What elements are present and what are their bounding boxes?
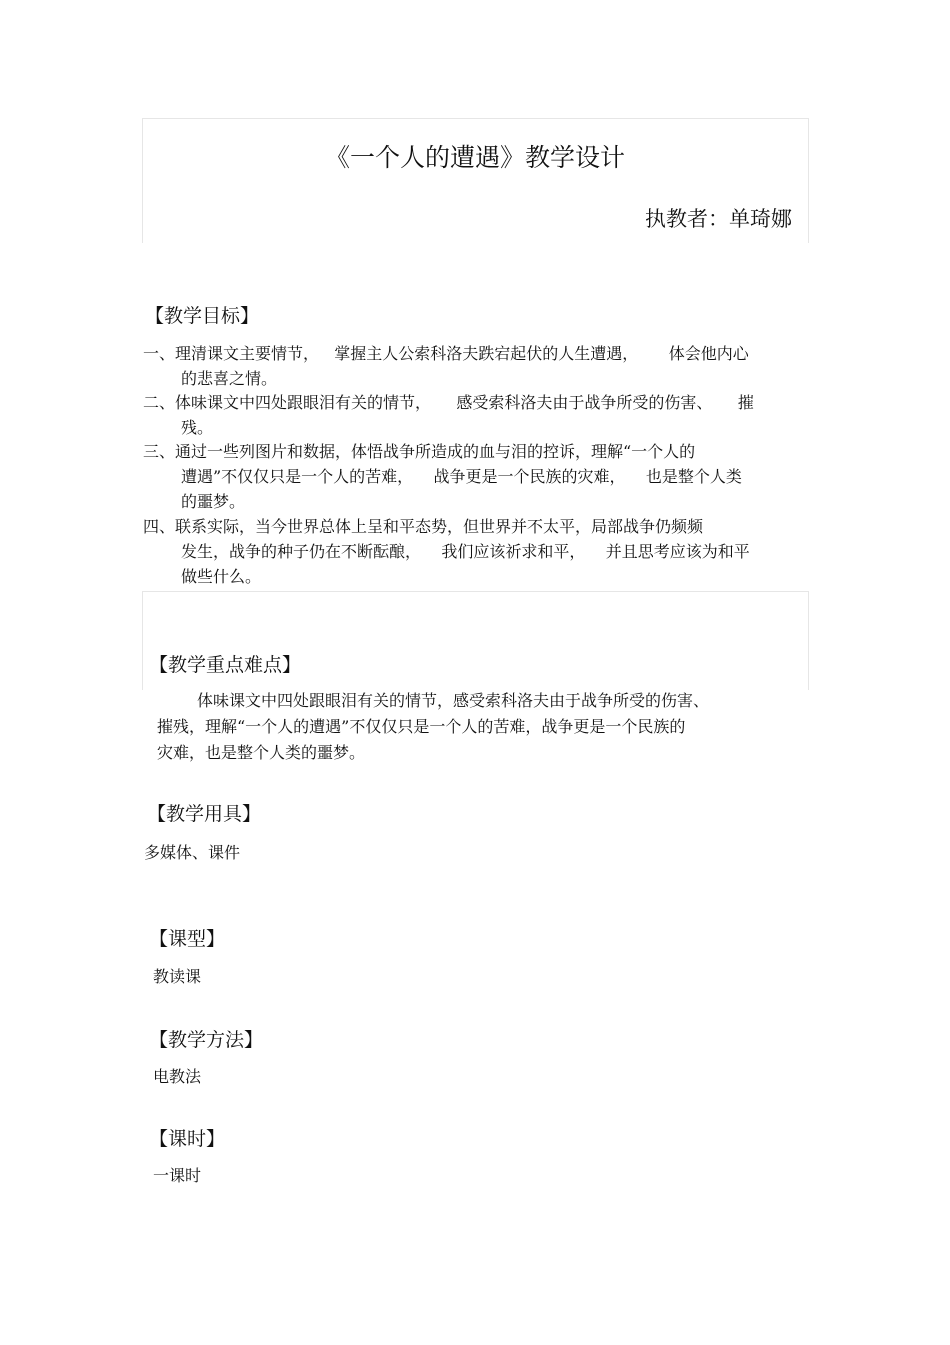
objective-line: 的悲喜之情。 (181, 369, 278, 388)
tools-text: 多媒体、课件 (144, 843, 241, 862)
objective-line: 四、联系实际，当今世界总体上呈和平态势，但世界并不太平，局部战争仍频频 (143, 517, 704, 536)
objectives-heading: 【教学目标】 (145, 305, 260, 327)
objective-line: 三、通过一些列图片和数据，体悟战争所造成的血与泪的控诉，理解“一个人的 (143, 442, 696, 461)
key-points-line: 体味课文中四处跟眼泪有关的情节，感受索科洛夫由于战争所受的伤害、 (197, 691, 710, 710)
duration-text: 一课时 (153, 1166, 202, 1185)
key-points-heading: 【教学重点难点】 (149, 654, 302, 676)
objective-line: 发生，战争的种子仍在不断酝酿， 我们应该祈求和平， 并且思考应该为和平 (181, 542, 750, 561)
document-title: 《一个人的遭遇》教学设计 (324, 143, 625, 172)
lesson-type-heading: 【课型】 (149, 928, 226, 950)
author-line: 执教者：单琦娜 (645, 207, 792, 231)
lesson-type-text: 教读课 (153, 967, 202, 986)
method-heading: 【教学方法】 (149, 1029, 264, 1051)
objective-line: 二、体味课文中四处跟眼泪有关的情节， 感受索科洛夫由于战争所受的伤害、 摧 (143, 393, 754, 412)
objective-line: 做些什么。 (181, 567, 262, 586)
duration-heading: 【课时】 (149, 1128, 226, 1150)
objective-line: 遭遇”不仅仅只是一个人的苦难， 战争更是一个民族的灾难， 也是整个人类 (181, 467, 742, 486)
objective-line: 残。 (181, 418, 214, 437)
key-points-line: 灾难，也是整个人类的噩梦。 (157, 743, 366, 762)
objective-line: 的噩梦。 (181, 492, 246, 511)
tools-heading: 【教学用具】 (147, 803, 262, 825)
objective-line: 一、理清课文主要情节， 掌握主人公索科洛夫跌宕起伏的人生遭遇， 体会他内心 (143, 344, 749, 363)
key-points-line: 摧残，理解“一个人的遭遇”不仅仅只是一个人的苦难，战争更是一个民族的 (157, 717, 686, 736)
method-text: 电教法 (153, 1067, 202, 1086)
